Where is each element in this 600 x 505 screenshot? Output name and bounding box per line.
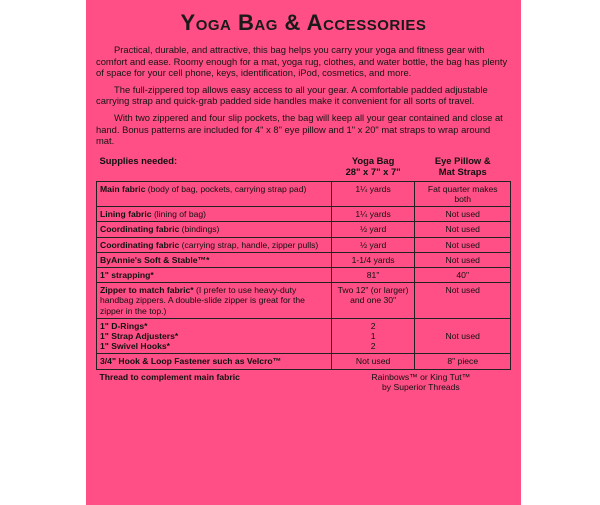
table-row-hook-loop: 3/4" Hook & Loop Fastener such as Velcro™ Not used 8" piece xyxy=(97,354,511,369)
table-row: 1" strapping* 81" 40" xyxy=(97,267,511,282)
supplies-table xyxy=(96,153,511,394)
table-row: Coordinating fabric (carrying strap, handle, zipper pulls) ½ yard Not used xyxy=(97,237,511,252)
zipper-paragraph: The full-zippered top allows easy access to all your gear. A comfortable padded adjustable carrying strap and quick-grab padded side handles make it convenient for all sorts of travel. xyxy=(96,83,488,107)
eye-pillow-heading: Eye Pillow & Mat Straps xyxy=(434,154,491,177)
intro-paragraph: Practical, durable, and attractive, this bag helps you carry your yoga and fitness gear with comfort and ease. Roomy enough for a mat, yoga rug, clothes, and water bottle, the bag has plenty of space for your cell phone, keys, identification, iPod, cosmetics, and more. xyxy=(96,44,508,79)
pattern-sheet xyxy=(86,0,521,505)
yoga-bag-heading: Yoga Bag 28" x 7" x 7" xyxy=(345,154,401,177)
table-row-hardware: 1" D-Rings* 1" Strap Adjusters* 1" Swivel Hooks* 2 1 2 Not used xyxy=(97,318,511,354)
pockets-paragraph: With two zippered and four slip pockets, the bag will keep all your gear contained and close at hand. Bonus patterns are included for 4" x 8" eye pillow and 1" x 20" mat straps to wrap around mat. xyxy=(96,111,503,147)
table-row: Zipper to match fabric* (I prefer to use heavy-duty handbag zippers. A double-slide zipper is great for the zipper in the top.) Two 12" (or larger) and one 30" Not used xyxy=(97,283,511,319)
supplies-heading: Supplies needed: xyxy=(99,154,178,166)
table-row: Coordinating fabric (bindings) ½ yard Not used xyxy=(97,222,511,237)
table-row: Main fabric (body of bag, pockets, carrying strap pad) 1¼ yards Fat quarter makes both xyxy=(97,181,511,206)
table-row: ByAnnie's Soft & Stable™* 1-1/4 yards Not used xyxy=(97,252,511,267)
table-header xyxy=(97,153,511,182)
page-title: Yoga Bag & Accessories xyxy=(180,10,427,35)
table-row: Lining fabric (lining of bag) 1¼ yards Not used xyxy=(97,207,511,222)
table-row-thread: Thread to complement main fabric Rainbows™ or King Tut™ by Superior Threads xyxy=(97,369,511,394)
